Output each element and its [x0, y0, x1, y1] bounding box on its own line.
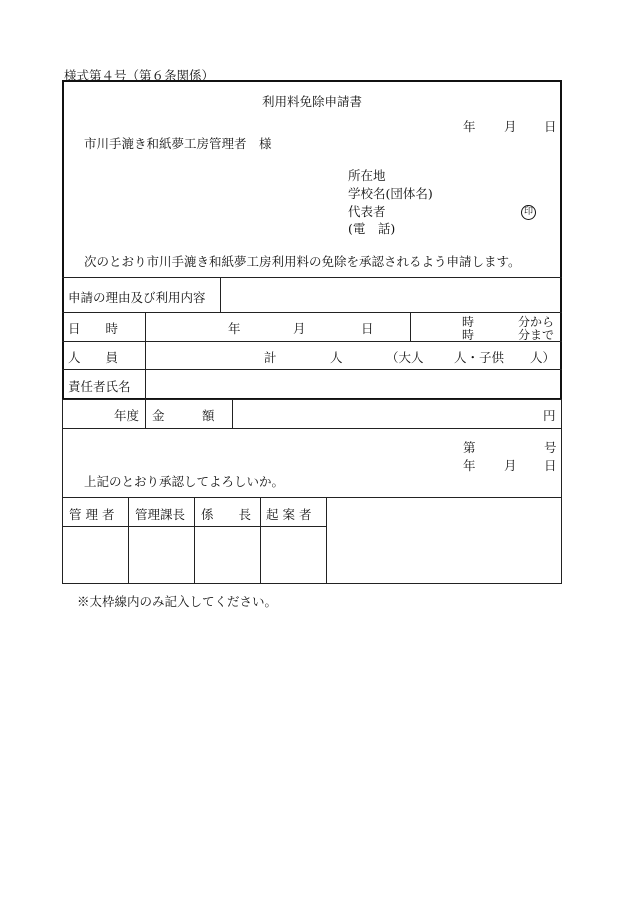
- number-go: 号: [544, 440, 557, 455]
- people-total: 計: [264, 350, 277, 365]
- seal-glyph: 印: [521, 205, 536, 220]
- datetime-from: 分から: [518, 315, 555, 329]
- people-children-unit: 人）: [530, 350, 556, 365]
- representative-label: 代表者: [348, 204, 386, 219]
- form-number: 様式第４号（第６条関係）: [64, 68, 215, 83]
- date-year: 年: [463, 119, 476, 134]
- office-date-day: 日: [544, 458, 557, 473]
- office-section: [62, 399, 562, 584]
- form-title: 利用料免除申請書: [262, 94, 363, 109]
- phone-label: (電 話): [348, 221, 396, 236]
- people-adults-unit: 人・子供: [454, 350, 505, 365]
- datetime-year: 年: [228, 321, 241, 336]
- footnote: ※太枠線内のみ記入してください。: [77, 594, 278, 609]
- stamp-subsection-chief: 係 長: [201, 507, 252, 522]
- datetime-month: 月: [293, 321, 306, 336]
- people-adults: （大人: [386, 350, 424, 365]
- stamp-drafter: 起 案 者: [266, 507, 312, 522]
- people-label: 人 員: [68, 350, 119, 365]
- datetime-hour-to: 時: [462, 328, 475, 342]
- yen-label: 円: [543, 408, 556, 423]
- request-sentence: 次のとおり市川手漉き和紙夢工房利用料の免除を承認されるよう申請します。: [84, 254, 521, 269]
- stamp-section-chief: 管理課長: [135, 507, 186, 522]
- approval-question: 上記のとおり承認してよろしいか。: [84, 474, 285, 489]
- datetime-label: 日 時: [68, 321, 119, 336]
- date-day: 日: [544, 119, 557, 134]
- number-dai: 第: [463, 440, 476, 455]
- address-label: 所在地: [348, 168, 386, 183]
- reason-field[interactable]: [222, 279, 560, 311]
- datetime-hour-from: 時: [462, 315, 475, 329]
- reason-label: 申請の理由及び利用内容: [68, 290, 206, 305]
- amount-label: 金 額: [152, 408, 215, 423]
- people-total-unit: 人: [330, 350, 343, 365]
- fiscal-year-label: 年度: [114, 408, 140, 423]
- addressee: 市川手漉き和紙夢工房管理者 様: [84, 136, 272, 151]
- school-label: 学校名(団体名): [348, 186, 433, 201]
- datetime-to: 分まで: [518, 328, 555, 342]
- office-date-month: 月: [504, 458, 517, 473]
- responsible-field[interactable]: [147, 371, 559, 398]
- stamp-manager: 管 理 者: [69, 507, 115, 522]
- date-month: 月: [504, 119, 517, 134]
- office-date-year: 年: [463, 458, 476, 473]
- responsible-label: 責任者氏名: [68, 379, 131, 394]
- datetime-day: 日: [361, 321, 374, 336]
- seal-mark: [521, 202, 536, 220]
